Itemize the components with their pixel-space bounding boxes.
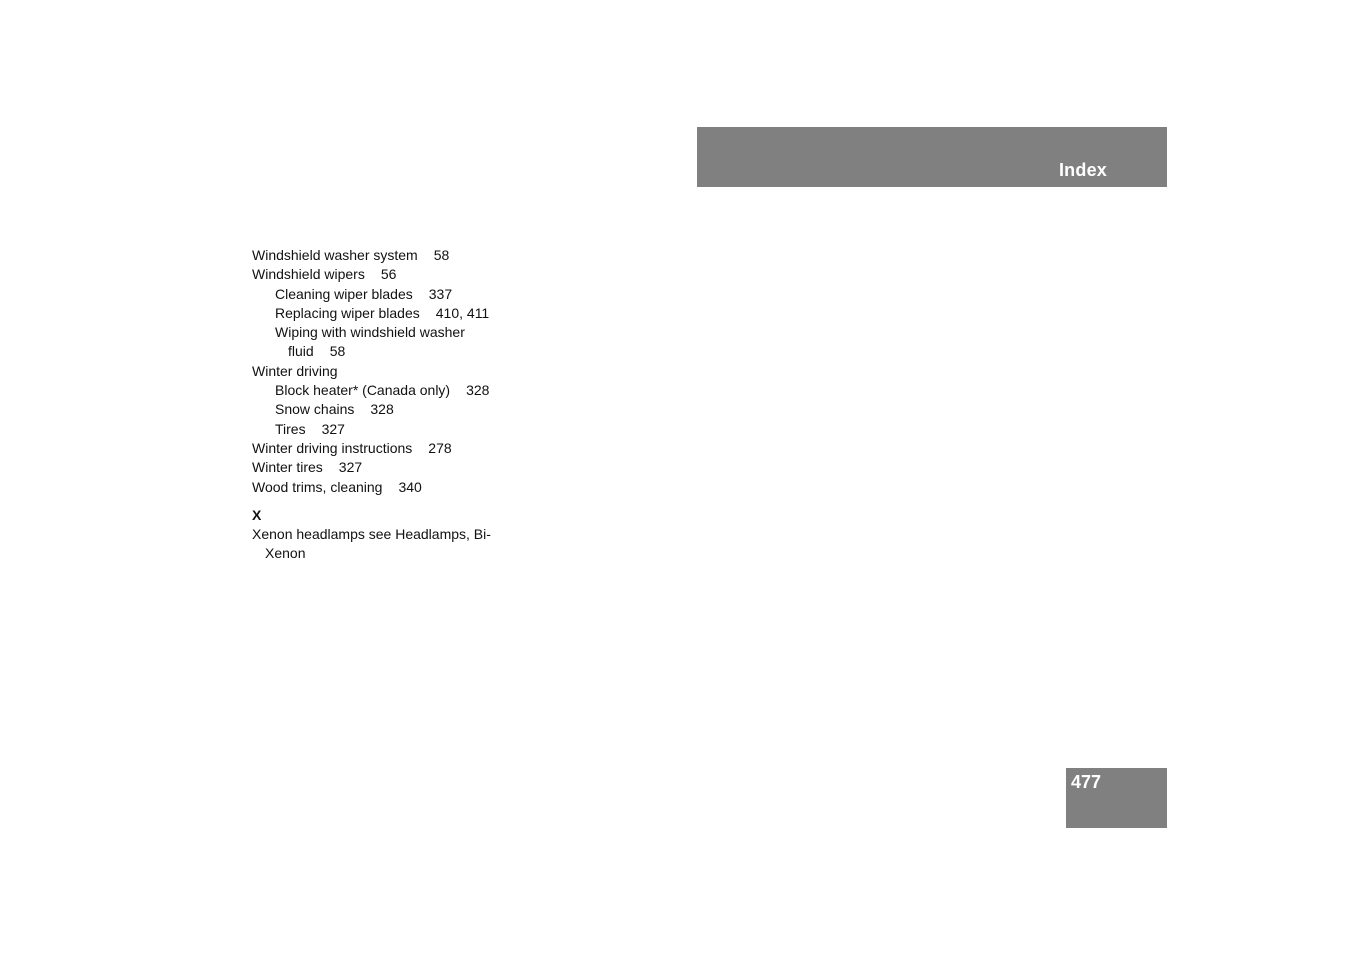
index-entry-text: Winter driving — [252, 362, 338, 379]
index-entry-page: 56 — [380, 266, 397, 283]
index-entry-text: Tires — [275, 420, 306, 437]
index-entry — [252, 458, 572, 477]
index-entry — [252, 439, 572, 458]
index-entry-text: Snow chains — [275, 401, 355, 418]
index-subentry — [252, 420, 572, 439]
index-subentry — [252, 381, 572, 400]
index-entry-page: 340 — [398, 478, 422, 495]
index-entry-text: Winter tires — [252, 459, 323, 476]
index-subentry — [252, 323, 518, 362]
index-entry-page: 278 — [428, 439, 452, 456]
index-entry-text: Windshield washer system — [252, 247, 418, 263]
index-entry — [252, 265, 572, 284]
index-entry-page: 410, 411 — [435, 304, 490, 321]
index-subentry — [252, 285, 572, 304]
page-number: 477 — [1071, 772, 1102, 792]
index-entry-text: Xenon headlamps see Headlamps, Bi-Xenon — [252, 526, 491, 562]
index-entry-text: Cleaning wiper blades — [275, 285, 413, 302]
index-entry-page: 337 — [428, 285, 453, 302]
index-entry-page: 58 — [433, 247, 450, 263]
index-entry-text: Replacing wiper blades — [275, 304, 420, 321]
header-band — [697, 127, 1167, 187]
index-list — [252, 246, 572, 564]
index-entry-page: 328 — [370, 401, 394, 418]
index-entry — [252, 362, 572, 381]
index-entry-page: 327 — [321, 420, 345, 437]
page-title: Index — [1058, 160, 1107, 180]
index-entry-text: Wiping with windshield washer fluid — [275, 324, 465, 360]
index-subentry — [252, 400, 572, 419]
index-entry — [252, 246, 572, 265]
index-entry — [252, 525, 505, 564]
index-entry-text: Block heater* (Canada only) — [275, 382, 451, 399]
index-entry-page: 327 — [338, 459, 363, 476]
page-number-tab — [1066, 768, 1167, 828]
index-entry-text: Windshield wipers — [252, 266, 365, 283]
index-entry-page: 328 — [466, 382, 490, 399]
index-entry-page: 58 — [329, 343, 346, 360]
index-entry-text: Winter driving instructions — [252, 439, 413, 456]
index-entry — [252, 478, 572, 497]
section-letter: X — [252, 506, 262, 523]
index-subentry — [252, 304, 572, 323]
index-entry-text: Wood trims, cleaning — [252, 478, 383, 495]
